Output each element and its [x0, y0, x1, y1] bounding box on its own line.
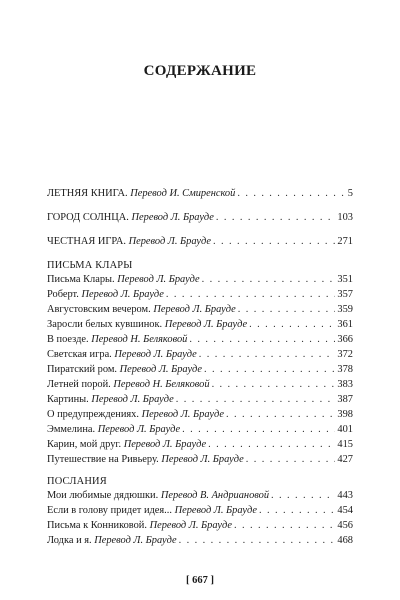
entry-translator: Перевод Л. Брауде	[97, 424, 181, 435]
toc-entry	[47, 348, 353, 362]
toc-entry	[47, 438, 353, 452]
toc-entry	[47, 273, 353, 287]
toc-entry	[47, 303, 353, 317]
toc-entry	[47, 378, 353, 392]
entry-translator: Перевод Л. Брауде	[128, 236, 211, 247]
entry-translator: Перевод Л. Брауде	[161, 454, 244, 465]
toc-entry	[47, 453, 353, 467]
entry-page-number: 103	[337, 212, 353, 223]
toc-entry	[47, 318, 353, 332]
toc-entry	[47, 534, 353, 548]
entry-translator: Перевод Л. Брауде	[131, 212, 214, 223]
entry-translator: Перевод Л. Брауде	[123, 439, 207, 450]
section-heading: ПОСЛАНИЯ	[47, 476, 107, 487]
dot-leader	[212, 378, 336, 392]
entry-page-number: 415	[337, 439, 353, 450]
entry-translator: Перевод Л. Брауде	[117, 274, 200, 285]
page-number: [ 667 ]	[186, 575, 214, 586]
dot-leader	[226, 408, 335, 422]
entry-title: Письма Клары. Перевод Л. Брауде	[47, 274, 200, 285]
entry-title: В поезде. Перевод Н. Беляковой	[47, 334, 188, 345]
toc-entry	[47, 288, 353, 302]
entry-page-number: 427	[337, 454, 353, 465]
entry-page-number: 361	[337, 319, 353, 330]
entry-translator: Перевод Л. Брауде	[153, 304, 236, 315]
entry-translator: Перевод Л. Брауде	[94, 535, 177, 546]
entry-title: Августовским вечером. Перевод Л. Брауде	[47, 304, 236, 315]
dot-leader	[237, 187, 345, 201]
entry-title: Светская игра. Перевод Л. Брауде	[47, 349, 197, 360]
dot-leader	[166, 288, 335, 302]
entry-translator: Перевод Л. Брауде	[149, 520, 232, 531]
entry-page-number: 387	[337, 394, 353, 405]
dot-leader	[216, 211, 335, 225]
entry-translator: Перевод И. Смиренской	[130, 188, 236, 199]
entry-page-number: 456	[337, 520, 353, 531]
entry-title: Если в голову придет идея... Перевод Л. Брауде	[47, 505, 257, 516]
entry-page-number: 401	[337, 424, 353, 435]
dot-leader	[234, 519, 335, 533]
dot-leader	[204, 363, 335, 377]
entry-title: Картины. Перевод Л. Брауде	[47, 394, 174, 405]
entry-page-number: 383	[337, 379, 353, 390]
entry-translator: Перевод Л. Брауде	[164, 319, 248, 330]
entry-title: ЧЕСТНАЯ ИГРА. Перевод Л. Брауде	[47, 236, 211, 247]
entry-page-number: 366	[337, 334, 353, 345]
entry-translator: Перевод Л. Брауде	[141, 409, 224, 420]
entry-page-number: 398	[337, 409, 353, 420]
toc-entry	[47, 519, 353, 533]
dot-leader	[249, 318, 335, 332]
toc-entry	[47, 333, 353, 347]
entry-page-number: 271	[337, 236, 353, 247]
entry-translator: Перевод Н. Беляковой	[113, 379, 210, 390]
toc-entry	[47, 489, 353, 503]
entry-translator: Перевод В. Андриановой	[160, 490, 270, 501]
toc-entry	[47, 504, 353, 518]
entry-page-number: 454	[337, 505, 353, 516]
entry-title: О предупреждениях. Перевод Л. Брауде	[47, 409, 224, 420]
entry-translator: Перевод Л. Брауде	[174, 505, 257, 516]
entry-title: Роберт. Перевод Л. Брауде	[47, 289, 164, 300]
entry-translator: Перевод Л. Брауде	[81, 289, 164, 300]
entry-page-number: 5	[347, 188, 353, 199]
toc-entry-city-of-sun	[47, 211, 353, 225]
dot-leader	[202, 273, 336, 287]
dot-leader	[182, 423, 335, 437]
entry-page-number: 351	[337, 274, 353, 285]
entry-translator: Перевод Л. Брауде	[119, 364, 203, 375]
entry-title: Лодка и я. Перевод Л. Брауде	[47, 535, 177, 546]
entry-title: Заросли белых кувшинок. Перевод Л. Брауде	[47, 319, 248, 330]
entry-title: Путешествие на Ривьеру. Перевод Л. Брауде	[47, 454, 244, 465]
entry-title: Пиратский ром. Перевод Л. Брауде	[47, 364, 203, 375]
dot-leader	[271, 489, 335, 503]
entry-title: ЛЕТНЯЯ КНИГА. Перевод И. Смиренской	[47, 188, 236, 199]
dot-leader	[208, 438, 335, 452]
entry-page-number: 359	[337, 304, 353, 315]
entry-title: Карин, мой друг. Перевод Л. Брауде	[47, 439, 207, 450]
toc-entry	[47, 423, 353, 437]
dot-leader	[259, 504, 335, 518]
toc-entry	[47, 363, 353, 377]
entry-page-number: 378	[337, 364, 353, 375]
toc-entry-fair-play	[47, 235, 353, 249]
entry-page-number: 443	[337, 490, 353, 501]
section-heading: ПИСЬМА КЛАРЫ	[47, 260, 133, 271]
toc-entry-summer-book	[47, 187, 353, 201]
dot-leader	[238, 303, 336, 317]
entry-title: Летней порой. Перевод Н. Беляковой	[47, 379, 210, 390]
entry-title: Мои любимые дядюшки. Перевод В. Андриановой	[47, 490, 270, 501]
dot-leader	[199, 348, 336, 362]
toc-entry	[47, 408, 353, 422]
toc-entry	[47, 393, 353, 407]
dot-leader	[176, 393, 336, 407]
entry-translator: Перевод Л. Брауде	[114, 349, 197, 360]
dot-leader	[179, 534, 336, 548]
entry-translator: Перевод Н. Беляковой	[91, 334, 188, 345]
entry-page-number: 372	[337, 349, 353, 360]
entry-title: ГОРОД СОЛНЦА. Перевод Л. Брауде	[47, 212, 214, 223]
entry-title: Письма к Конниковой. Перевод Л. Брауде	[47, 520, 232, 531]
entry-translator: Перевод Л. Брауде	[91, 394, 174, 405]
dot-leader	[189, 333, 335, 347]
dot-leader	[246, 453, 336, 467]
dot-leader	[213, 235, 335, 249]
entry-page-number: 468	[337, 535, 353, 546]
page-title: СОДЕРЖАНИЕ	[143, 63, 257, 79]
entry-page-number: 357	[337, 289, 353, 300]
entry-title: Эммелина. Перевод Л. Брауде	[47, 424, 181, 435]
